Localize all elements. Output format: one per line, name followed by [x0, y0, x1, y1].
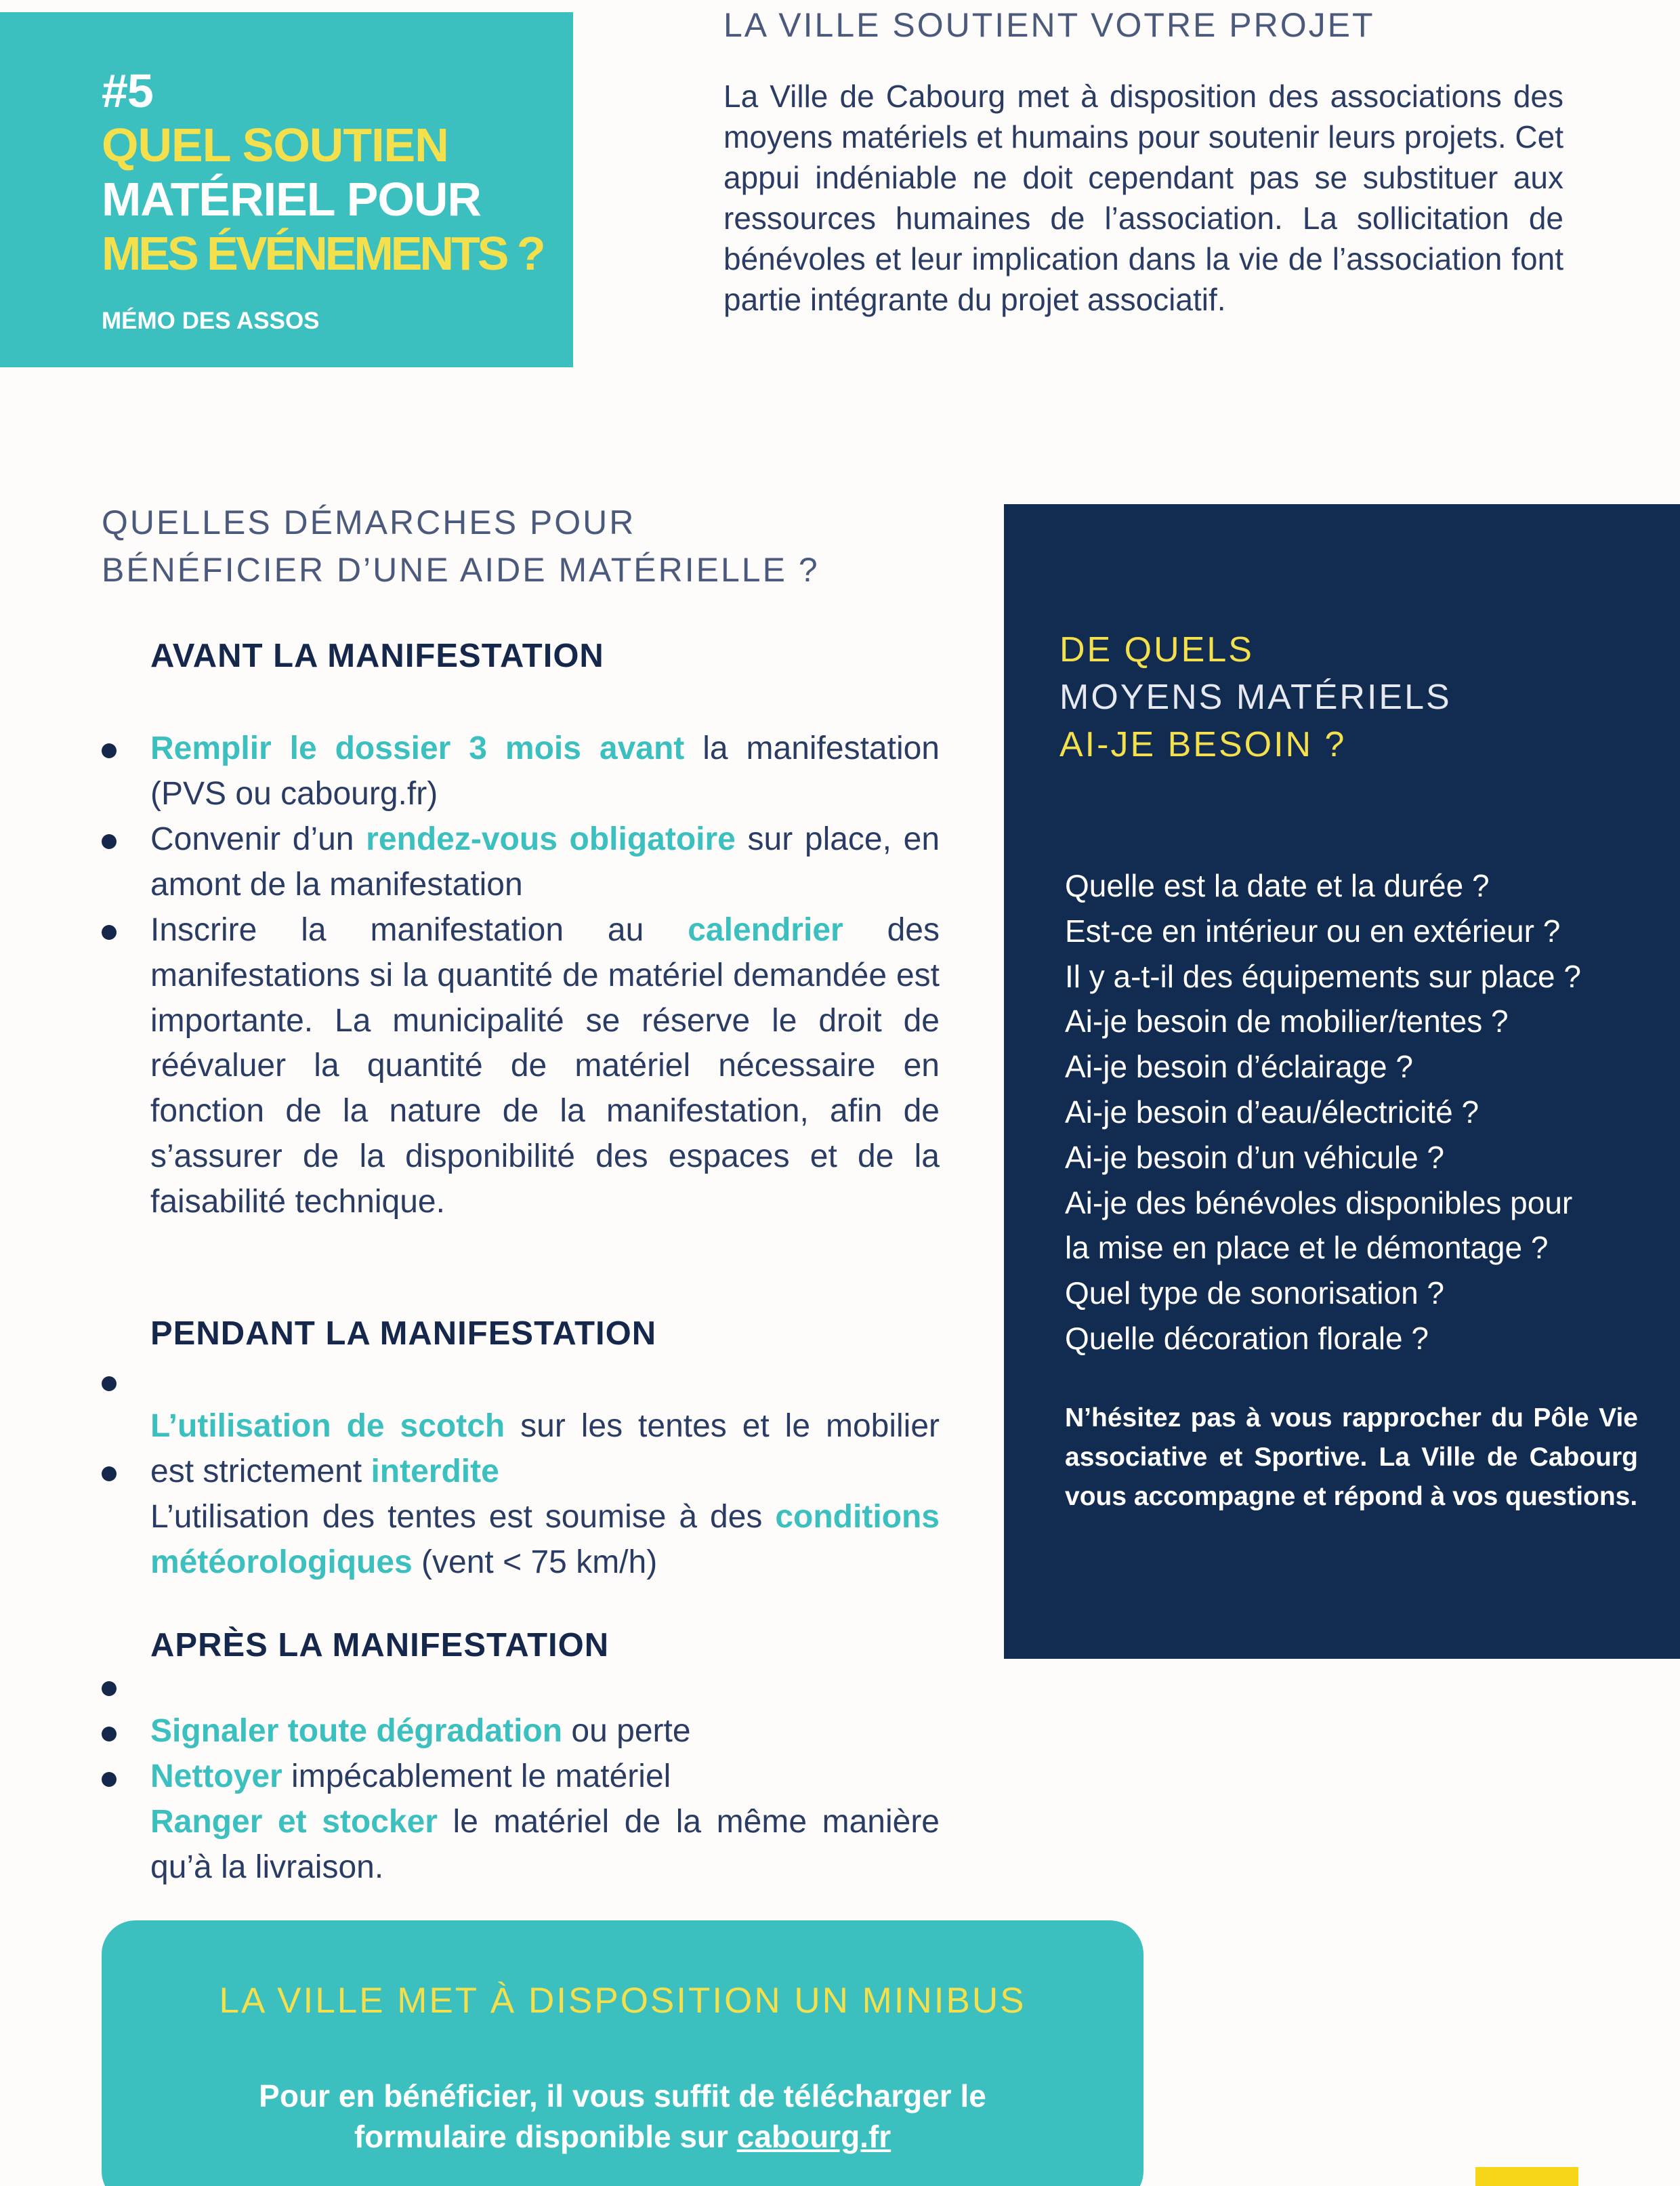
- minibus-title: LA VILLE MET À DISPOSITION UN MINIBUS: [219, 1981, 1026, 2021]
- question-item: Ai-je besoin d’éclairage ?: [1065, 1049, 1413, 1085]
- minibus-text: [102, 2076, 1143, 2157]
- question-item: la mise en place et le démontage ?: [1065, 1230, 1549, 1266]
- highlight: Nettoyer: [150, 1758, 282, 1794]
- needs-panel: [1004, 504, 1680, 1659]
- questions-list: [1065, 863, 1661, 1361]
- memo-subtitle: MÉMO DES ASSOS: [102, 308, 320, 334]
- title-line-2: MATÉRIEL POUR: [102, 173, 481, 226]
- question-item: Quelle est la date et la durée ?: [1065, 868, 1490, 903]
- apres-heading: APRÈS LA MANIFESTATION: [150, 1627, 610, 1664]
- needs-panel-title: [1059, 626, 1642, 768]
- bullet: [102, 1772, 117, 1787]
- highlight: calendrier: [688, 912, 843, 948]
- highlight: Ranger et stocker: [150, 1804, 438, 1840]
- demarches-title-line-1: QUELLES DÉMARCHES POUR: [102, 503, 636, 541]
- cabourg-link[interactable]: cabourg.fr: [736, 2119, 891, 2154]
- needs-title-line-2: MOYENS MATÉRIELS: [1059, 678, 1452, 717]
- title-block: [0, 12, 573, 367]
- apres-item-3: Ranger et stocker le matériel de la même manière qu’à la livraison.: [150, 1804, 940, 1885]
- highlight: interdite: [371, 1453, 499, 1489]
- question-item: Il y a-t-il des équipements sur place ?: [1065, 958, 1581, 994]
- apres-item-2: Nettoyer impécablement le matériel: [150, 1758, 671, 1794]
- bullet: [102, 925, 117, 940]
- avant-item-3: Inscrire la manifestation au calendrier des manifestations si la quantité de matériel demandée est importante. La municipalité se réserve le droit de réévaluer la quantité de matériel nécessaire en fonction de la nature de la manifestation, afin de s’assurer de la disponibilité des espaces et de la faisabilité technique.: [150, 912, 940, 1220]
- bullet: [102, 834, 117, 849]
- question-item: Ai-je des bénévoles disponibles pour: [1065, 1184, 1573, 1220]
- avant-item-1: Remplir le dossier 3 mois avant la manifestation (PVS ou cabourg.fr): [150, 730, 940, 812]
- minibus-text-line-1: Pour en bénéficier, il vous suffit de télécharger le: [259, 2078, 986, 2113]
- needs-title-line-1: DE QUELS: [1059, 630, 1254, 669]
- pendant-item-2: L’utilisation des tentes est soumise à des conditions météorologiques (vent < 75 km/h): [150, 1499, 940, 1580]
- memo-number: #5: [102, 64, 153, 117]
- contact-note: N’hésitez pas à vous rapprocher du Pôle Vie associative et Sportive. La Ville de Cabourg vous accompagne et répond à vos questions.: [1065, 1403, 1638, 1511]
- question-item: Ai-je besoin d’eau/électricité ?: [1065, 1094, 1479, 1130]
- question-item: Ai-je besoin de mobilier/tentes ?: [1065, 1004, 1509, 1039]
- pendant-heading: PENDANT LA MANIFESTATION: [150, 1315, 657, 1352]
- highlight: Signaler toute dégradation: [150, 1713, 563, 1749]
- title-line-1: QUEL SOUTIEN: [102, 119, 448, 171]
- page-tab-marker: [1475, 2167, 1578, 2186]
- question-item: Est-ce en intérieur ou en extérieur ?: [1065, 913, 1561, 949]
- highlight: conditions météorologiques: [150, 1499, 940, 1580]
- bullet: [102, 743, 117, 758]
- avant-heading: AVANT LA MANIFESTATION: [150, 638, 604, 674]
- minibus-box: [102, 1920, 1143, 2186]
- needs-title-line-3: AI-JE BESOIN ?: [1059, 725, 1347, 764]
- demarches-title: [102, 499, 982, 594]
- bullet: [102, 1681, 117, 1696]
- demarches-title-line-2: BÉNÉFICIER D’UNE AIDE MATÉRIELLE ?: [102, 551, 820, 589]
- intro-title: LA VILLE SOUTIENT VOTRE PROJET: [723, 6, 1375, 44]
- bullet: [102, 1376, 117, 1391]
- question-item: Quelle décoration florale ?: [1065, 1320, 1429, 1356]
- title-line-3: MES ÉVÉNEMENTS ?: [102, 227, 543, 280]
- intro-paragraph: La Ville de Cabourg met à disposition des associations des moyens matériels et humains pour soutenir leurs projets. Cet appui indéniable ne doit cependant pas se substituer aux ressources humaines de l’association. La sollicitation de bénévoles et leur implication dans la vie de l’association font partie intégrante du projet associatif.: [723, 79, 1564, 317]
- question-item: Quel type de sonorisation ?: [1065, 1275, 1445, 1311]
- highlight: Remplir le dossier 3 mois avant: [150, 730, 685, 766]
- bullet: [102, 1466, 117, 1481]
- highlight: rendez-vous obligatoire: [366, 821, 736, 857]
- bullet: [102, 1727, 117, 1741]
- apres-item-1: Signaler toute dégradation ou perte: [150, 1713, 691, 1749]
- avant-item-2: Convenir d’un rendez-vous obligatoire sur place, en amont de la manifestation: [150, 821, 940, 903]
- question-item: Ai-je besoin d’un véhicule ?: [1065, 1139, 1445, 1175]
- pendant-item-1: L’utilisation de scotch sur les tentes et le mobilier est strictement interdite: [150, 1408, 940, 1489]
- highlight: L’utilisation de scotch: [150, 1408, 505, 1444]
- minibus-text-line-2: formulaire disponible sur cabourg.fr: [354, 2119, 891, 2154]
